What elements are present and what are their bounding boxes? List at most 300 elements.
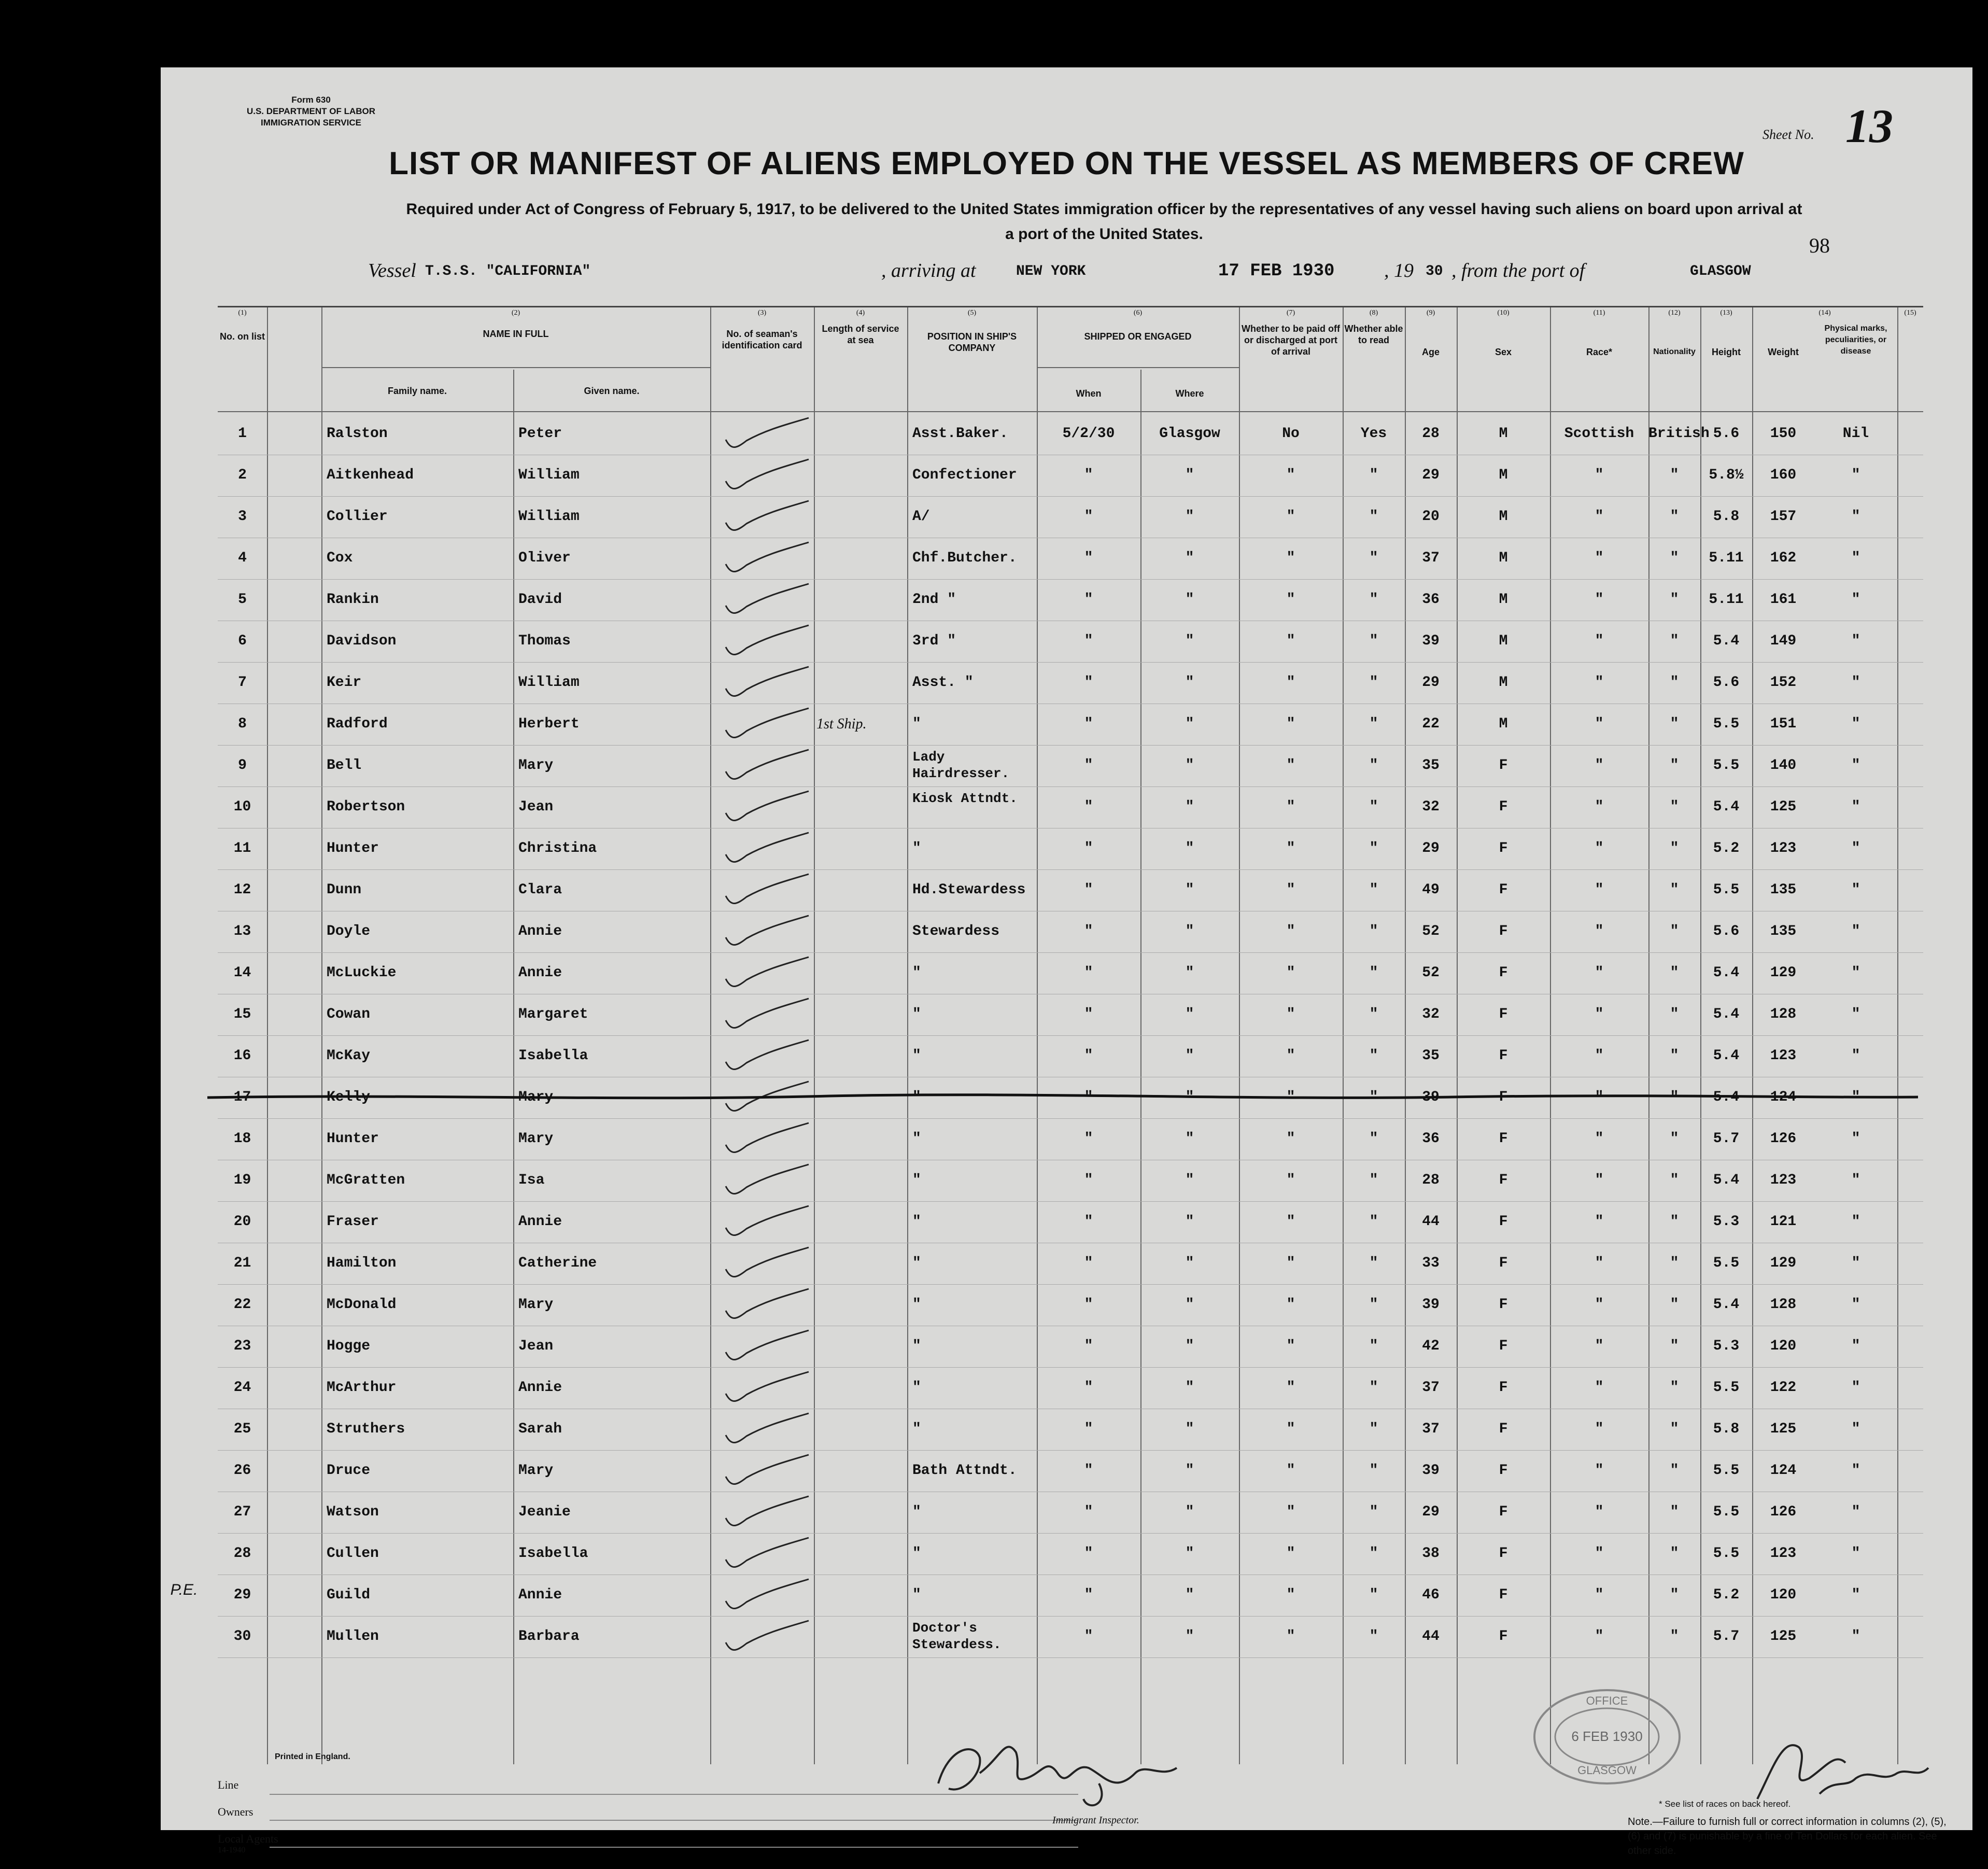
cell-given: Jean	[518, 799, 554, 815]
cell-service	[816, 663, 907, 703]
cell-sex: F	[1499, 1214, 1508, 1230]
cell-paid: "	[1286, 716, 1295, 732]
table-row	[218, 1119, 1923, 1159]
cell-age: 39	[1422, 1089, 1440, 1105]
cell-position: 2nd "	[912, 592, 956, 608]
cell-nat: "	[1670, 633, 1679, 649]
cell-nat: "	[1670, 840, 1679, 856]
cell-nat: "	[1670, 757, 1679, 774]
cell-height: 5.4	[1713, 633, 1740, 649]
cell-position: "	[912, 1297, 921, 1313]
cell-paid: "	[1286, 1255, 1295, 1271]
id-card-check-mark	[710, 497, 814, 537]
cell-marks: "	[1851, 799, 1860, 815]
inspector-signature	[918, 1726, 1187, 1815]
cell-position: "	[912, 1587, 921, 1603]
id-card-check-mark	[710, 1492, 814, 1533]
cell-height: 5.3	[1713, 1214, 1740, 1230]
cell-race: "	[1595, 882, 1604, 898]
cell-race: "	[1595, 757, 1604, 774]
id-card-check-mark	[710, 1534, 814, 1574]
cell-marks: "	[1851, 1380, 1860, 1396]
cell-no: 16	[233, 1048, 251, 1064]
cell-when: "	[1084, 1297, 1093, 1313]
table-row	[218, 1285, 1923, 1325]
cell-position: "	[912, 1089, 921, 1105]
cell-service	[816, 1534, 907, 1574]
table-row	[218, 1160, 1923, 1201]
cell-race: "	[1595, 1463, 1604, 1479]
cell-paid: "	[1286, 633, 1295, 649]
cell-sex: F	[1499, 1587, 1508, 1603]
cell-family: Cowan	[327, 1006, 371, 1022]
cell-paid: "	[1286, 1131, 1295, 1147]
cell-read: "	[1369, 1504, 1378, 1520]
cell-service	[816, 787, 907, 827]
cell-race: "	[1595, 1214, 1604, 1230]
cell-age: 36	[1422, 1131, 1440, 1147]
cell-where: "	[1185, 1338, 1194, 1354]
cell-read: "	[1369, 1006, 1378, 1022]
id-card-check-mark	[710, 1160, 814, 1201]
col-header-sex: Sex	[1494, 347, 1512, 357]
table-row	[218, 1575, 1923, 1615]
cell-where: "	[1185, 467, 1194, 483]
cell-family: Guild	[327, 1587, 371, 1603]
column-number: (5)	[967, 309, 977, 317]
cell-race: "	[1595, 1628, 1604, 1645]
cell-where: "	[1185, 923, 1194, 939]
cell-service	[816, 1119, 907, 1159]
cell-race: "	[1595, 840, 1604, 856]
cell-no: 22	[233, 1297, 251, 1313]
cell-position: "	[912, 1545, 921, 1562]
id-card-check-mark	[710, 787, 814, 827]
cell-when: "	[1084, 1214, 1093, 1230]
cell-race: "	[1595, 592, 1604, 608]
cell-nat: "	[1670, 716, 1679, 732]
cell-race: "	[1595, 716, 1604, 732]
cell-family: McArthur	[327, 1380, 397, 1396]
cell-nat: "	[1670, 1587, 1679, 1603]
cell-read: "	[1369, 633, 1378, 649]
cell-no: 25	[233, 1421, 251, 1437]
cell-sex: F	[1499, 1255, 1508, 1271]
id-card-check-mark	[710, 663, 814, 703]
col-header-position: POSITION IN SHIP'S COMPANY	[927, 331, 1017, 353]
cell-weight: 123	[1770, 1172, 1797, 1188]
cell-no: 2	[238, 467, 247, 483]
cell-marks: "	[1851, 550, 1860, 566]
cell-race: "	[1595, 1504, 1604, 1520]
cell-position: "	[912, 1421, 921, 1437]
cell-family: Druce	[327, 1463, 371, 1479]
cell-marks: "	[1851, 840, 1860, 856]
cell-paid: "	[1286, 757, 1295, 774]
cell-where: "	[1185, 674, 1194, 691]
column-number: (10)	[1497, 309, 1510, 317]
cell-nat: "	[1670, 674, 1679, 691]
cell-marks: "	[1851, 633, 1860, 649]
cell-service	[816, 870, 907, 910]
cell-when: "	[1084, 633, 1093, 649]
cell-where: "	[1185, 1006, 1194, 1022]
cell-sex: F	[1499, 1463, 1508, 1479]
cell-sex: F	[1499, 799, 1508, 815]
cell-age: 38	[1422, 1545, 1440, 1562]
column-number: (6)	[1133, 309, 1143, 317]
cell-weight: 160	[1770, 467, 1797, 483]
cell-given: Annie	[518, 1587, 562, 1603]
cell-marks: "	[1851, 1297, 1860, 1313]
cell-position: "	[912, 840, 921, 856]
col-header-given: Given name.	[584, 386, 640, 396]
cell-paid: "	[1286, 1172, 1295, 1188]
cell-marks: "	[1851, 1131, 1860, 1147]
column-number: (9)	[1426, 309, 1435, 317]
id-card-check-mark	[710, 1409, 814, 1450]
cell-where: "	[1185, 1380, 1194, 1396]
cell-age: 20	[1422, 509, 1440, 525]
cell-sex: F	[1499, 1172, 1508, 1188]
cell-nat: "	[1670, 1214, 1679, 1230]
cell-where: "	[1185, 509, 1194, 525]
cell-when: "	[1084, 1255, 1093, 1271]
cell-read: "	[1369, 550, 1378, 566]
cell-where: "	[1185, 1172, 1194, 1188]
cell-position: 3rd "	[912, 633, 956, 649]
cell-family: Hunter	[327, 840, 379, 856]
cell-when: "	[1084, 923, 1093, 939]
cell-given: Mary	[518, 1297, 554, 1313]
cell-given: Herbert	[518, 716, 580, 732]
cell-sex: F	[1499, 882, 1508, 898]
cell-family: Cox	[327, 550, 353, 566]
cell-paid: No	[1282, 426, 1300, 442]
cell-weight: 157	[1770, 509, 1797, 525]
cell-given: Mary	[518, 1463, 554, 1479]
cell-race: "	[1595, 923, 1604, 939]
table-row	[218, 1036, 1923, 1076]
col-header-paid-off: Whether to be paid off or discharged at port of arrival	[1242, 324, 1340, 357]
cell-read: "	[1369, 1463, 1378, 1479]
sheet-number: 13	[1845, 100, 1893, 152]
cell-nat: "	[1670, 1628, 1679, 1645]
column-number: (7)	[1286, 309, 1295, 317]
cell-no: 30	[233, 1628, 251, 1645]
cell-when: "	[1084, 1338, 1093, 1354]
cell-weight: 126	[1770, 1504, 1797, 1520]
cell-no: 11	[233, 840, 251, 856]
table-row	[218, 1492, 1923, 1533]
id-card-check-mark	[710, 704, 814, 744]
cell-sex: F	[1499, 1048, 1508, 1064]
cell-race: "	[1595, 633, 1604, 649]
table-row	[218, 1077, 1923, 1118]
table-row	[218, 704, 1923, 744]
cell-race: "	[1595, 467, 1604, 483]
cell-where: "	[1185, 550, 1194, 566]
cell-read: "	[1369, 799, 1378, 815]
id-card-check-mark	[710, 1202, 814, 1242]
cell-sex: M	[1499, 633, 1508, 649]
col-header-nationality: Nationality	[1653, 347, 1696, 356]
cell-family: Watson	[327, 1504, 379, 1520]
cell-weight: 120	[1770, 1587, 1797, 1603]
cell-age: 39	[1422, 1297, 1440, 1313]
cell-position: "	[912, 1214, 921, 1230]
cell-given: Isabella	[518, 1048, 588, 1064]
cell-no: 18	[233, 1131, 251, 1147]
manifest-sheet	[161, 67, 1972, 1857]
cell-race: "	[1595, 1255, 1604, 1271]
cell-nat: "	[1670, 509, 1679, 525]
cell-where: "	[1185, 1048, 1194, 1064]
column-number: (2)	[511, 309, 520, 317]
cell-age: 44	[1422, 1628, 1440, 1645]
cell-weight: 151	[1770, 716, 1797, 732]
cell-where: "	[1185, 1131, 1194, 1147]
cell-read: "	[1369, 716, 1378, 732]
table-row	[218, 497, 1923, 537]
cell-position: "	[912, 1338, 921, 1354]
cell-family: Radford	[327, 716, 388, 732]
cell-age: 35	[1422, 757, 1440, 774]
stamp-top-text: OFFICE	[1586, 1694, 1628, 1707]
cell-given: William	[518, 509, 580, 525]
cell-race: "	[1595, 1131, 1604, 1147]
cell-marks: "	[1851, 1504, 1860, 1520]
year-value: 30	[1426, 263, 1443, 279]
cell-race: "	[1595, 1048, 1604, 1064]
cell-paid: "	[1286, 674, 1295, 691]
cell-weight: 123	[1770, 840, 1797, 856]
cell-height: 5.3	[1713, 1338, 1740, 1354]
id-card-check-mark	[710, 746, 814, 786]
cell-no: 19	[233, 1172, 251, 1188]
cell-marks: "	[1851, 1255, 1860, 1271]
cell-sex: F	[1499, 1504, 1508, 1520]
cell-position: Chf.Butcher.	[912, 550, 1017, 566]
cell-weight: 128	[1770, 1297, 1797, 1313]
cell-sex: M	[1499, 550, 1508, 566]
cell-sex: F	[1499, 1089, 1508, 1105]
id-card-check-mark	[710, 1368, 814, 1408]
cell-age: 42	[1422, 1338, 1440, 1354]
id-card-check-mark	[710, 1617, 814, 1657]
cell-height: 5.4	[1713, 799, 1740, 815]
cell-height: 5.5	[1713, 1255, 1740, 1271]
cell-read: "	[1369, 1048, 1378, 1064]
cell-paid: "	[1286, 882, 1295, 898]
cell-no: 14	[233, 965, 251, 981]
cell-family: Rankin	[327, 592, 379, 608]
cell-age: 39	[1422, 1463, 1440, 1479]
arrival-port: NEW YORK	[1016, 263, 1086, 279]
cell-when: "	[1084, 1421, 1093, 1437]
col-header-age: Age	[1421, 347, 1440, 357]
cell-given: William	[518, 674, 580, 691]
cell-race: "	[1595, 1089, 1604, 1105]
cell-age: 37	[1422, 1380, 1440, 1396]
cell-paid: "	[1286, 1048, 1295, 1064]
cell-nat: "	[1670, 1048, 1679, 1064]
cell-marks: Nil	[1842, 426, 1869, 442]
cell-service	[816, 828, 907, 869]
cell-race: "	[1595, 674, 1604, 691]
id-card-check-mark	[710, 911, 814, 952]
cell-sex: F	[1499, 1006, 1508, 1022]
cell-no: 12	[233, 882, 251, 898]
cell-family: McGratten	[327, 1172, 405, 1188]
cell-read: "	[1369, 965, 1378, 981]
department-label: U.S. DEPARTMENT OF LABOR	[246, 106, 376, 116]
cell-when: "	[1084, 1504, 1093, 1520]
cell-age: 29	[1422, 674, 1440, 691]
cell-weight: 124	[1770, 1463, 1797, 1479]
cell-marks: "	[1851, 923, 1860, 939]
cell-service	[816, 1243, 907, 1284]
cell-paid: "	[1286, 1297, 1295, 1313]
cell-family: Dunn	[327, 882, 362, 898]
cell-no: 8	[238, 716, 247, 732]
cell-weight: 129	[1770, 965, 1797, 981]
cell-when: "	[1084, 716, 1093, 732]
cell-age: 32	[1422, 799, 1440, 815]
cell-race: "	[1595, 1380, 1604, 1396]
cell-no: 7	[238, 674, 247, 691]
id-card-check-mark	[710, 538, 814, 579]
cell-position: Stewardess	[912, 923, 1000, 939]
cell-paid: "	[1286, 592, 1295, 608]
table-row	[218, 1202, 1923, 1242]
cell-family: Robertson	[327, 799, 405, 815]
cell-sex: M	[1499, 467, 1508, 483]
cell-service	[816, 994, 907, 1035]
table-row	[218, 538, 1923, 579]
table-row	[218, 455, 1923, 496]
column-number: (12)	[1668, 309, 1681, 317]
id-card-check-mark	[710, 1326, 814, 1367]
id-card-check-mark	[710, 580, 814, 620]
table-row	[218, 1534, 1923, 1574]
col-header-when: When	[1076, 388, 1102, 399]
cell-nat: "	[1670, 1545, 1679, 1562]
cell-given: Isa	[518, 1172, 545, 1188]
cell-service	[816, 455, 907, 496]
cell-read: "	[1369, 1089, 1378, 1105]
cell-age: 28	[1422, 1172, 1440, 1188]
column-number: (15)	[1904, 309, 1916, 317]
cell-where: "	[1185, 1255, 1194, 1271]
cell-no: 17	[233, 1089, 251, 1105]
arrival-date-stamp: 17 FEB 1930	[1218, 261, 1335, 281]
cell-height: 5.5	[1713, 716, 1740, 732]
cell-read: "	[1369, 1214, 1378, 1230]
cell-marks: "	[1851, 716, 1860, 732]
cell-where: "	[1185, 965, 1194, 981]
cell-race: "	[1595, 1297, 1604, 1313]
cell-when: "	[1084, 1006, 1093, 1022]
col-header-read: Whether able to read	[1344, 324, 1403, 345]
cell-height: 5.5	[1713, 757, 1740, 774]
cell-age: 52	[1422, 965, 1440, 981]
cell-age: 22	[1422, 716, 1440, 732]
cell-height: 5.6	[1713, 923, 1740, 939]
table-body	[218, 307, 1923, 1764]
cell-age: 29	[1422, 840, 1440, 856]
cell-where: "	[1185, 882, 1194, 898]
cell-read: "	[1369, 1338, 1378, 1354]
cell-position: A/	[912, 509, 930, 525]
races-note: * See list of races on back hereof.	[1659, 1799, 1791, 1809]
cell-where: "	[1185, 716, 1194, 732]
cell-family: Davidson	[327, 633, 397, 649]
cell-position: "	[912, 716, 921, 732]
cell-service	[816, 1451, 907, 1491]
cell-family: McLuckie	[327, 965, 397, 981]
cell-paid: "	[1286, 1587, 1295, 1603]
cell-height: 5.5	[1713, 882, 1740, 898]
cell-nat: "	[1670, 965, 1679, 981]
id-card-check-mark	[710, 1575, 814, 1615]
page-subtitle: Required under Act of Congress of February 5, 1917, to be delivered to the United States immigration officer by the representatives of any vessel having such aliens on board upon arrival at a port of the United States.	[406, 201, 1802, 243]
cell-where: "	[1185, 1587, 1194, 1603]
cell-age: 46	[1422, 1587, 1440, 1603]
cell-service	[816, 1492, 907, 1533]
cell-given: Isabella	[518, 1545, 588, 1562]
cell-given: Annie	[518, 1380, 562, 1396]
col-header-family: Family name.	[387, 386, 447, 396]
cell-service: 1st Ship.	[816, 716, 867, 732]
cell-no: 13	[233, 923, 251, 939]
cell-height: 5.11	[1709, 592, 1744, 608]
cell-marks: "	[1851, 965, 1860, 981]
cell-service	[816, 538, 907, 579]
id-card-check-mark	[710, 994, 814, 1035]
cell-marks: "	[1851, 1463, 1860, 1479]
cell-height: 5.4	[1713, 1297, 1740, 1313]
table-row	[218, 580, 1923, 620]
cell-no: 28	[233, 1545, 251, 1562]
cell-no: 10	[233, 799, 251, 815]
departure-port: GLASGOW	[1690, 263, 1751, 279]
cell-family: Doyle	[327, 923, 371, 939]
col-header-weight: Weight	[1768, 347, 1799, 357]
cell-family: McKay	[327, 1048, 371, 1064]
cell-marks: "	[1851, 1089, 1860, 1105]
cell-race: "	[1595, 550, 1604, 566]
cell-read: "	[1369, 467, 1378, 483]
owners-label: Owners	[218, 1805, 253, 1818]
year-label: , 19	[1384, 260, 1414, 282]
cell-where: "	[1185, 1504, 1194, 1520]
cell-paid: "	[1286, 1214, 1295, 1230]
cell-no: 15	[233, 1006, 251, 1022]
cell-height: 5.4	[1713, 1172, 1740, 1188]
cell-weight: 161	[1770, 592, 1797, 608]
cell-where: "	[1185, 1463, 1194, 1479]
stamp-bottom-text: GLASGOW	[1577, 1764, 1637, 1777]
cell-where: "	[1185, 840, 1194, 856]
cell-when: "	[1084, 592, 1093, 608]
cell-when: "	[1084, 1463, 1093, 1479]
service-label: IMMIGRATION SERVICE	[261, 118, 361, 128]
cell-position: "	[912, 1131, 921, 1147]
cell-position: "	[912, 1172, 921, 1188]
cell-sex: M	[1499, 509, 1508, 525]
col-header-height: Height	[1712, 347, 1741, 357]
